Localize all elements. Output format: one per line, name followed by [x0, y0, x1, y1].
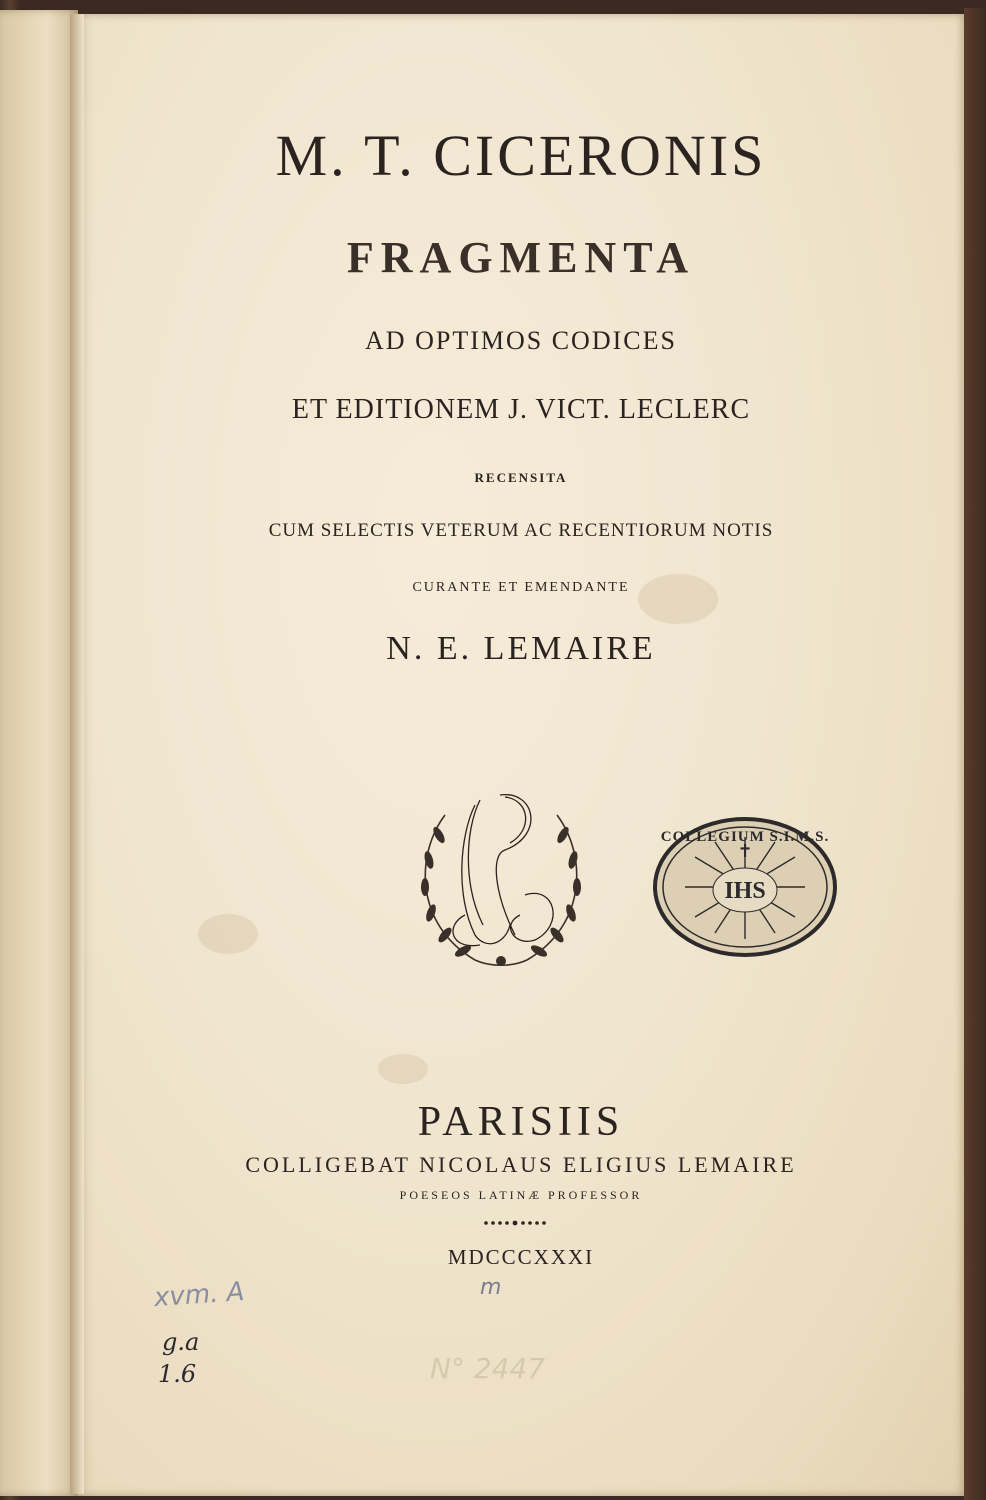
ornamental-rule [482, 1220, 548, 1226]
collegium-ownership-stamp [650, 815, 840, 960]
recensita-line: RECENSITA [474, 470, 568, 485]
imprint-year: MDCCCXXXI [447, 1245, 595, 1269]
stamp-center-text: IHS [724, 878, 766, 904]
notes-line: CUM SELECTIS VETERUM AC RECENTIORUM NOTIS [268, 520, 774, 541]
ink-shelfmark-line-1: g.a [162, 1328, 200, 1356]
svg-text:✝: ✝ [737, 841, 753, 861]
book-title: FRAGMENTA [346, 233, 696, 282]
laurel-monogram-ornament [405, 775, 597, 973]
subtitle-line-2: ET EDITIONEM J. VICT. LECLERC [291, 394, 751, 425]
publisher-title: POESEOS LATINÆ PROFESSOR [399, 1188, 643, 1202]
pencil-scribble: m [480, 1275, 500, 1300]
ink-shelfmark-line-2: 1.6 [158, 1360, 197, 1388]
curante-line: CURANTE ET EMENDANTE [412, 580, 630, 595]
pencil-shelfmark: xvm. A [153, 1276, 246, 1314]
right-board-edge [964, 8, 986, 1500]
stamp-ring-text: COLLEGIUM S.I.M.S. [660, 829, 830, 845]
author-line: M. T. CICERONIS [275, 123, 767, 188]
faint-inventory-number: N° 2447 [430, 1352, 546, 1385]
imprint-city: PARISIIS [417, 1099, 625, 1145]
editor-name: N. E. LEMAIRE [386, 630, 656, 667]
left-page-edge [0, 10, 78, 1496]
publisher-line: COLLIGEBAT NICOLAUS ELIGIUS LEMAIRE [245, 1152, 797, 1177]
subtitle-line-1: AD OPTIMOS CODICES [365, 326, 677, 355]
